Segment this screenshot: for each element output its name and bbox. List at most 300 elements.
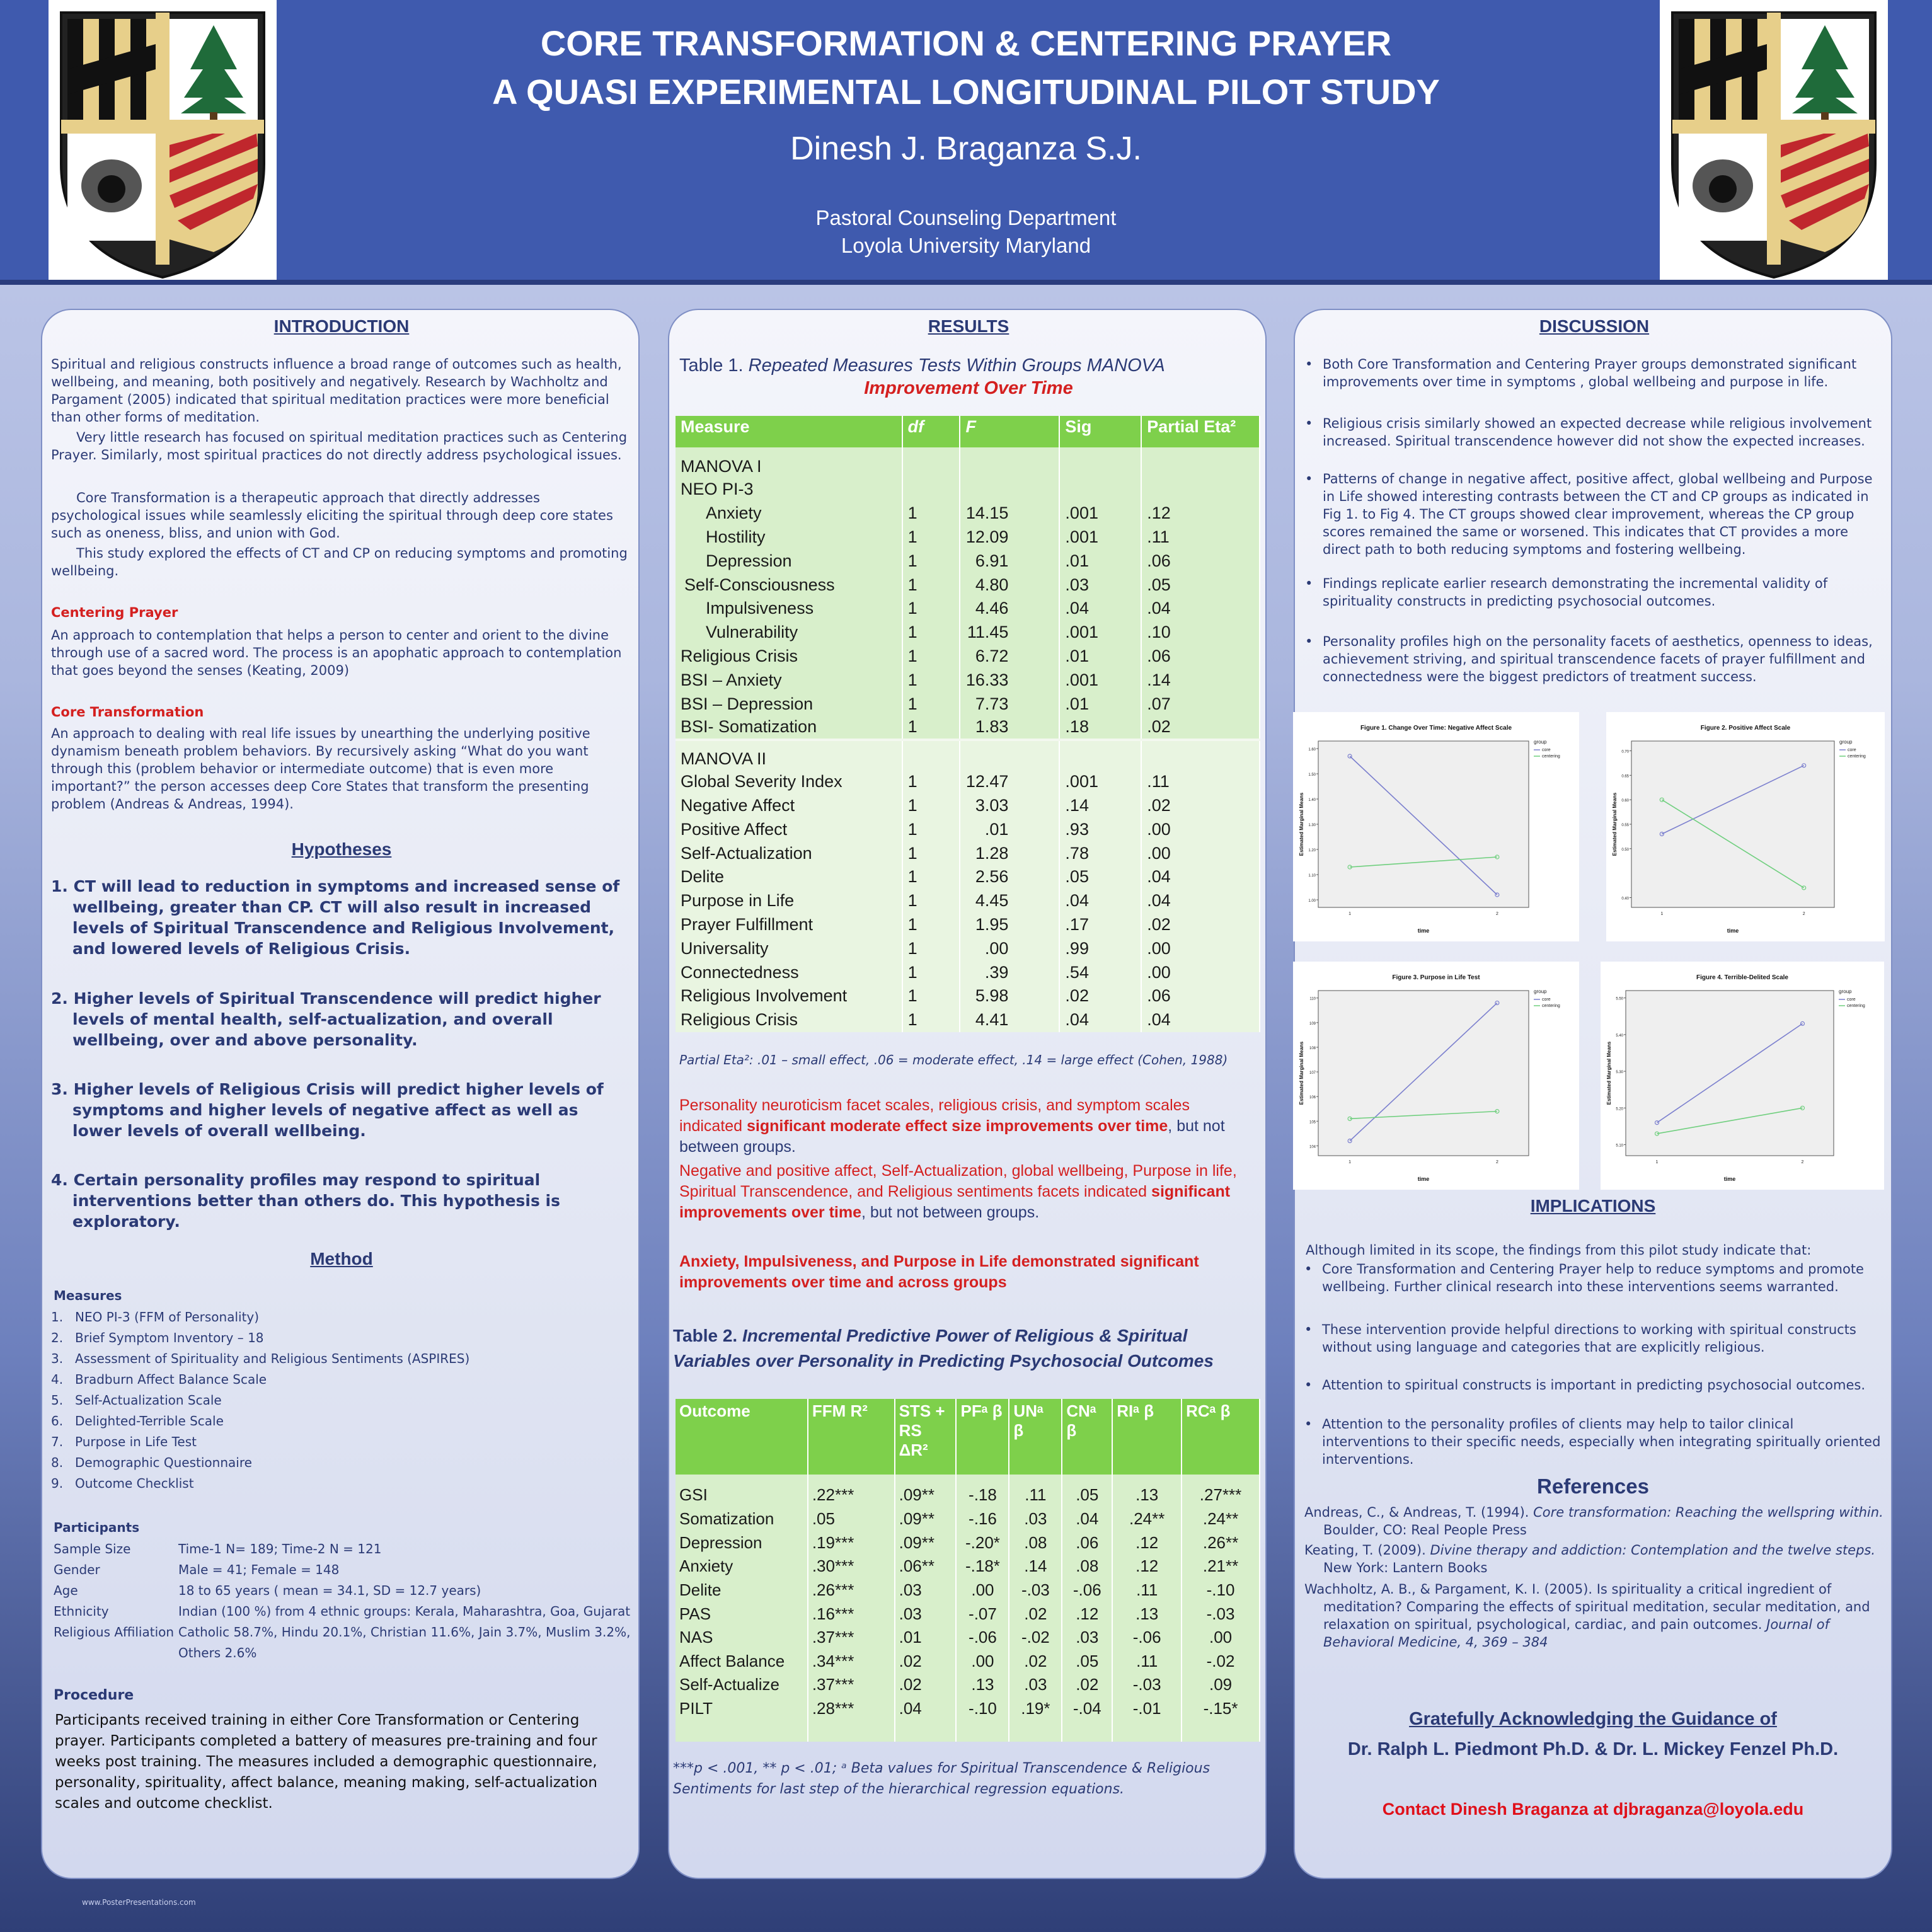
legend-title: group (1534, 739, 1547, 745)
measure-number: 6. (51, 1413, 64, 1429)
table-cell: .06 (1062, 1531, 1112, 1555)
table-cell: -.06 (1112, 1626, 1182, 1650)
table-cell (902, 447, 960, 478)
table-cell: .00 (960, 936, 1059, 960)
table-cell: .03 (1062, 1626, 1112, 1650)
table-cell: .02 (895, 1673, 957, 1697)
table-cell: .27*** (1182, 1475, 1260, 1507)
introduction-panel (41, 309, 640, 1879)
table-cell: Affect Balance (676, 1650, 808, 1674)
intro-paragraph-2: Very little research has focused on spiritual meditation practices such as Centering Prayer. Similarly, most spiritual practices do not directly address psychological issues. (51, 430, 628, 463)
measure-item (51, 1369, 618, 1390)
contact-email[interactable]: Contact Dinesh Braganza at djbraganza@loyola.edu (1382, 1800, 1804, 1819)
table2-note: ***p < .001, ** p < .01; ᵃ Beta values for Spiritual Transcendence & Religious Sentiments for last step of the hierarchical regression equations. (673, 1761, 1210, 1797)
participant-row (54, 1580, 633, 1601)
table-cell: 4.45 (960, 889, 1059, 913)
table1-header-cell: df (902, 416, 960, 447)
y-tick-label: 108 (1309, 1046, 1316, 1050)
table-cell: .28*** (808, 1697, 895, 1721)
table-cell: -.15* (1182, 1697, 1260, 1721)
table-cell: .01 (895, 1626, 957, 1650)
x-tick-label: 1 (1348, 912, 1352, 916)
table-row (676, 1008, 1260, 1032)
y-tick-label: 5.30 (1616, 1071, 1623, 1075)
table-cell (1141, 740, 1260, 770)
table-cell: .02 (1062, 1673, 1112, 1697)
measure-item (51, 1473, 618, 1494)
table-cell (960, 447, 1059, 478)
table-cell: .54 (1059, 960, 1141, 984)
table-cell: .17 (1059, 913, 1141, 937)
table-row-spacer (676, 1720, 1260, 1742)
y-axis-label: Estimated Marginal Means (1612, 792, 1618, 856)
table-cell: BSI – Depression (676, 692, 902, 716)
legend-label: centering (1848, 754, 1866, 759)
table-cell: .10 (1141, 621, 1260, 645)
references-title: References (1537, 1475, 1649, 1498)
reference-title: Journal of Behavioral Medicine, 4, 369 – 384 (1323, 1617, 1830, 1650)
y-tick-label: 1.10 (1308, 874, 1316, 878)
measure-number: 3. (51, 1351, 64, 1366)
table-cell: 1 (902, 645, 960, 669)
table-cell: Depression (676, 549, 902, 573)
figure-title: Figure 2. Positive Affect Scale (1700, 725, 1791, 732)
x-axis-label: time (1417, 928, 1430, 934)
table-cell: .03 (895, 1602, 957, 1626)
table-cell: 5.98 (960, 984, 1059, 1008)
table-cell: 1 (902, 573, 960, 597)
measure-label: Self-Actualization Scale (75, 1393, 222, 1408)
table-cell (960, 478, 1059, 502)
finding-2-tail: , but not between groups. (861, 1204, 1040, 1221)
y-axis-label: Estimated Marginal Means (1299, 1041, 1304, 1105)
table-cell: .04 (895, 1697, 957, 1721)
table-cell: .09** (895, 1475, 957, 1507)
y-tick-label: 105 (1309, 1120, 1316, 1125)
measure-item (51, 1411, 618, 1432)
legend-label: centering (1542, 1004, 1560, 1008)
table-cell: 1 (902, 913, 960, 937)
measure-number: 8. (51, 1455, 64, 1470)
table-row (676, 984, 1260, 1008)
table-cell: MANOVA II (676, 740, 902, 770)
line-chart (1601, 962, 1884, 1190)
table-cell: 1 (902, 716, 960, 740)
table1-header-row (676, 416, 1260, 447)
table-cell: .04 (1059, 889, 1141, 913)
table-cell: .05 (808, 1507, 895, 1531)
table-cell: .05 (1059, 865, 1141, 889)
participant-row (54, 1539, 633, 1560)
table-cell: -.10 (956, 1697, 1009, 1721)
implication-bullet: • Attention to the personality profiles of clients may help to tailor clinical interventions to their specific needs, especially when integrating spiritually oriented interventions. (1303, 1415, 1883, 1468)
y-tick-label: 5.10 (1616, 1144, 1623, 1148)
table2-header-cell: PFᵃ β (956, 1399, 1009, 1475)
table-cell: .02 (1141, 716, 1260, 740)
table-cell: .02 (895, 1650, 957, 1674)
table-cell: .11 (1112, 1578, 1182, 1602)
table-cell: Negative Affect (676, 794, 902, 818)
table-cell: 4.46 (960, 597, 1059, 621)
table-cell: 7.73 (960, 692, 1059, 716)
finding-1-tail: , but not between groups. (679, 1117, 1225, 1156)
table-row (676, 668, 1260, 692)
table-cell: .02 (1009, 1650, 1062, 1674)
table-cell: NAS (676, 1626, 808, 1650)
table-row (676, 645, 1260, 669)
table-row (676, 1602, 1260, 1626)
table-cell: .03 (1009, 1673, 1062, 1697)
table-row (676, 794, 1260, 818)
table-cell: -.03 (1009, 1578, 1062, 1602)
table-cell: .24** (1182, 1507, 1260, 1531)
table-cell: .37*** (808, 1626, 895, 1650)
table-cell-spacer (1182, 1720, 1260, 1742)
finding-2-emphasis: significant improvements over time (679, 1183, 1231, 1221)
implication-bullet: • Core Transformation and Centering Prayer help to reduce symptoms and promote wellbeing. Further clinical research into these interventions seems warranted. (1303, 1260, 1883, 1296)
x-tick-label: 1 (1348, 1160, 1352, 1164)
table1-note: Partial Eta²: .01 – small effect, .06 = moderate effect, .14 = large effect (Cohen, 1988) (679, 1052, 1228, 1067)
table-row (676, 1555, 1260, 1578)
table-cell: .18 (1059, 716, 1141, 740)
participant-value: Time-1 N= 189; Time-2 N = 121 (178, 1541, 382, 1556)
implication-bullet: • These intervention provide helpful directions to working with spiritual constructs without using language and categories that are explicitly religious. (1303, 1321, 1883, 1356)
reference-authors: Wachholtz, A. B., & Pargament, K. I. (2005). Is spirituality a critical ingredient of meditation? Comparing the effects of spiritual meditation, secular meditation, and relaxation on spiritual, psychological, cardiac, and pain outcomes. (1304, 1582, 1870, 1632)
x-tick-label: 1 (1660, 912, 1664, 916)
table-cell: GSI (676, 1475, 808, 1507)
table-cell: .24** (1112, 1507, 1182, 1531)
table-cell (960, 740, 1059, 770)
table-cell: .22*** (808, 1475, 895, 1507)
table-cell: .05 (1141, 573, 1260, 597)
table-cell: 1.95 (960, 913, 1059, 937)
hypotheses-title: Hypotheses (291, 839, 392, 859)
table-cell: PILT (676, 1697, 808, 1721)
centering-prayer-text: An approach to contemplation that helps a person to center and orient to the divine through use of a sacred word. The process is an apophatic approach to contemplation that goes beyond the senses (Keating, 2009) (51, 628, 622, 678)
table-cell: Somatization (676, 1507, 808, 1531)
x-tick-label: 2 (1495, 912, 1498, 916)
table-cell: .13 (956, 1673, 1009, 1697)
procedure-text: Participants received training in either Core Transformation or Centering prayer. Participants completed a battery of measures pre-training and four weeks post training. The measures included a demographic questionnaire, personality, spirituality, affect balance, meaning making, self-actualization scales and outcome checklist. (55, 1712, 597, 1812)
table-cell: BSI- Somatization (676, 716, 902, 740)
implication-bullet: • Attention to spiritual constructs is important in predicting psychosocial outcomes. (1303, 1376, 1883, 1394)
table2-header-cell: FFM R² (808, 1399, 895, 1475)
table1-header-cell: Measure (676, 416, 902, 447)
finding-2-text: Negative and positive affect, Self-Actualization, global wellbeing, Purpose in life, Spiritual Transcendence, and Religious sentiments facets indicated (679, 1162, 1237, 1200)
table-cell: .19*** (808, 1531, 895, 1555)
table-cell: 16.33 (960, 668, 1059, 692)
y-tick-label: 1.60 (1308, 748, 1316, 752)
core-transformation-heading: Core Transformation (51, 704, 204, 720)
table-cell: .00 (1141, 841, 1260, 865)
x-axis-label: time (1727, 928, 1739, 934)
measure-number: 7. (51, 1434, 64, 1449)
table1-manova (676, 416, 1260, 1032)
introduction-title: INTRODUCTION (273, 316, 410, 336)
legend-title: group (1839, 739, 1853, 745)
measure-number: 4. (51, 1372, 64, 1387)
core-transformation-text: An approach to dealing with real life issues by unearthing the underlying positive dynamism beneath problem behaviors. By recursively asking “What do you want through this (problem behavior or intermediate outcome) that is even more important?” the person accesses deep Core States that transform the presenting problem (Andreas & Andreas, 1994). (51, 726, 590, 812)
table-cell: Global Severity Index (676, 770, 902, 794)
table-cell: .14 (1141, 668, 1260, 692)
table-cell: .04 (1141, 597, 1260, 621)
participant-value: 18 to 65 years ( mean = 34.1, SD = 12.7 years) (178, 1583, 481, 1598)
hypothesis-4: 4. Certain personality profiles may respond to spiritual interventions better than others do. This hypothesis is exploratory. (51, 1171, 561, 1231)
loyola-seal-right (1660, 0, 1888, 280)
table2-caption (673, 1323, 1259, 1374)
line-chart (1606, 712, 1885, 941)
reference-title: Core transformation: Reaching the wellspring within. (1533, 1505, 1883, 1520)
measure-item (51, 1452, 618, 1473)
participant-label: Religious Affiliation (54, 1624, 175, 1640)
table-cell: .001 (1059, 502, 1141, 526)
intro-paragraph-4: This study explored the effects of CT and CP on reducing symptoms and promoting wellbeing. (51, 546, 628, 578)
legend-label: centering (1847, 1004, 1865, 1008)
participant-label: Ethnicity (54, 1604, 109, 1619)
reference-authors: Keating, T. (2009). (1304, 1543, 1430, 1558)
y-tick-label: 109 (1309, 1021, 1316, 1026)
template-credit[interactable]: www.PosterPresentations.com (82, 1898, 196, 1907)
y-tick-label: 0.70 (1621, 750, 1629, 754)
table-cell: .001 (1059, 621, 1141, 645)
table-cell: 1 (902, 1008, 960, 1032)
table-cell: 1 (902, 526, 960, 549)
table-row (676, 1578, 1260, 1602)
intro-paragraph-3: Core Transformation is a therapeutic approach that directly addresses psychological issues while seamlessly eliciting the spiritual through deep core states such as oneness, bliss, and union with God. (51, 490, 613, 541)
table-cell: .09** (895, 1531, 957, 1555)
table-cell: .00 (956, 1650, 1009, 1674)
table-cell: -.18* (956, 1555, 1009, 1578)
reference-item (1304, 1504, 1884, 1539)
table-cell-spacer (808, 1720, 895, 1742)
discussion-bullet: • Both Core Transformation and Centering Prayer groups demonstrated significant improvements over time in symptoms , global wellbeing and purpose in life. (1304, 355, 1887, 391)
x-axis-label: time (1417, 1176, 1430, 1182)
measures-list (51, 1307, 618, 1494)
table-row (676, 1650, 1260, 1674)
plot-area (1318, 991, 1529, 1156)
table-cell: .07 (1141, 692, 1260, 716)
table-cell: .16*** (808, 1602, 895, 1626)
measure-label: Assessment of Spirituality and Religious Sentiments (ASPIRES) (75, 1351, 470, 1366)
table2-header-cell: RCᵃ β (1182, 1399, 1260, 1475)
measure-label: Outcome Checklist (75, 1476, 194, 1491)
table-cell-spacer (1062, 1720, 1112, 1742)
table-cell (1059, 740, 1141, 770)
legend-title: group (1534, 989, 1547, 994)
table-cell: .04 (1141, 865, 1260, 889)
table-cell: Delite (676, 1578, 808, 1602)
table-cell: 11.45 (960, 621, 1059, 645)
table-row (676, 1531, 1260, 1555)
figure-title: Figure 3. Purpose in Life Test (1392, 974, 1480, 981)
measure-number: 5. (51, 1393, 64, 1408)
table-cell: 3.03 (960, 794, 1059, 818)
table-row (676, 1507, 1260, 1531)
table1-subtitle: Improvement Over Time (864, 378, 1073, 398)
table-cell: .12 (1112, 1555, 1182, 1578)
table2-header-cell: STS + RS ΔR² (895, 1399, 957, 1475)
measure-label: Brief Symptom Inventory – 18 (75, 1330, 264, 1345)
table-cell: .19* (1009, 1697, 1062, 1721)
reference-item (1304, 1580, 1884, 1651)
participants-list (54, 1539, 633, 1664)
measure-number: 2. (51, 1330, 64, 1345)
table-cell: .78 (1059, 841, 1141, 865)
table-cell: .00 (1182, 1626, 1260, 1650)
table2-title: Incremental Predictive Power of Religious & Spiritual Variables over Personality in Predicting Psychosocial Outcomes (673, 1326, 1214, 1371)
department: Pastoral Counseling Department (815, 206, 1117, 229)
table-cell: .12 (1141, 502, 1260, 526)
table-cell: .13 (1112, 1475, 1182, 1507)
table-cell: -.06 (956, 1626, 1009, 1650)
table-cell: 4.80 (960, 573, 1059, 597)
y-tick-label: 110 (1309, 997, 1316, 1001)
measure-label: NEO PI-3 (FFM of Personality) (75, 1309, 260, 1325)
table-cell: .34*** (808, 1650, 895, 1674)
table-cell: 1 (902, 502, 960, 526)
table-row (676, 549, 1260, 573)
table-cell: Anxiety (676, 1555, 808, 1578)
table-cell: 1 (902, 960, 960, 984)
table-cell: .06 (1141, 549, 1260, 573)
table-row (676, 913, 1260, 937)
table-cell: -.04 (1062, 1697, 1112, 1721)
table-cell: -.06 (1062, 1578, 1112, 1602)
table-cell: 4.41 (960, 1008, 1059, 1032)
table-row (676, 740, 1260, 770)
table2-regression (676, 1399, 1260, 1742)
line-chart (1293, 962, 1579, 1190)
table-cell: .06** (895, 1555, 957, 1578)
table-cell: .02 (1141, 794, 1260, 818)
table-cell: -.01 (1112, 1697, 1182, 1721)
table-row (676, 865, 1260, 889)
results-title: RESULTS (928, 316, 1009, 336)
figure-1 (1293, 712, 1579, 941)
table-cell: 6.72 (960, 645, 1059, 669)
intro-paragraph-1: Spiritual and religious constructs influence a broad range of outcomes such as health, wellbeing, and meaning, both positively and negatively. Research by Wachholtz and Pargament (2005) indicated that spiritual meditation practices were more beneficial than other forms of meditation. (51, 357, 622, 425)
table-cell: .12 (1112, 1531, 1182, 1555)
table-cell: .13 (1112, 1602, 1182, 1626)
y-tick-label: 0.60 (1621, 799, 1629, 803)
y-axis-label: Estimated Marginal Means (1299, 792, 1304, 856)
implications-intro: Although limited in its scope, the findings from this pilot study indicate that: (1306, 1243, 1812, 1258)
procedure-heading: Procedure (54, 1688, 134, 1703)
table-cell-spacer (895, 1720, 957, 1742)
table-cell: 1 (902, 984, 960, 1008)
y-tick-label: 106 (1309, 1096, 1316, 1100)
table-cell: Purpose in Life (676, 889, 902, 913)
legend-label: centering (1542, 754, 1560, 759)
table-cell: .00 (1141, 936, 1260, 960)
acknowledgement-names: Dr. Ralph L. Piedmont Ph.D. & Dr. L. Mickey Fenzel Ph.D. (1347, 1739, 1839, 1759)
table-cell: .11 (1112, 1650, 1182, 1674)
table-row (676, 447, 1260, 478)
table-cell: .001 (1059, 668, 1141, 692)
table-cell: Vulnerability (676, 621, 902, 645)
table-cell: 1 (902, 692, 960, 716)
table-cell: .04 (1141, 1008, 1260, 1032)
table-row (676, 502, 1260, 526)
table-cell: .09 (1182, 1673, 1260, 1697)
table-cell: .00 (1141, 960, 1260, 984)
table2-header-row (676, 1399, 1260, 1475)
y-tick-label: 0.50 (1621, 848, 1629, 852)
table-row (676, 1673, 1260, 1697)
measure-item (51, 1432, 618, 1452)
finding-1-emphasis: significant moderate effect size improvements over time (747, 1117, 1168, 1135)
table2-header-cell: CNᵃ β (1062, 1399, 1112, 1475)
reference-title: Divine therapy and addiction: Contemplation and the twelve steps. (1430, 1543, 1876, 1558)
discussion-title: DISCUSSION (1539, 316, 1650, 336)
y-tick-label: 0.65 (1621, 774, 1629, 779)
university: Loyola University Maryland (841, 234, 1091, 257)
reference-authors: Andreas, C., & Andreas, T. (1994). (1304, 1505, 1534, 1520)
table-cell: .11 (1141, 526, 1260, 549)
table-cell: .001 (1059, 526, 1141, 549)
y-tick-label: 5.40 (1616, 1033, 1623, 1038)
table-cell: Religious Crisis (676, 645, 902, 669)
results-panel (668, 309, 1267, 1879)
x-tick-label: 2 (1802, 912, 1805, 916)
poster-header (0, 0, 1932, 285)
table-cell: Self-Actualization (676, 841, 902, 865)
table-cell: 1 (902, 549, 960, 573)
table-cell: .14 (1059, 794, 1141, 818)
table-cell: .05 (1062, 1475, 1112, 1507)
y-tick-label: 1.20 (1308, 849, 1316, 853)
table-cell: .04 (1141, 889, 1260, 913)
measure-label: Demographic Questionnaire (75, 1455, 252, 1470)
coat-of-arms-icon (49, 0, 277, 280)
table-row (676, 597, 1260, 621)
finding-1-text: Personality neuroticism facet scales, religious crisis, and symptom scales indicated (679, 1096, 1190, 1135)
finding-1 (679, 1095, 1256, 1158)
measure-item (51, 1328, 618, 1348)
table-cell: .02 (1059, 984, 1141, 1008)
table-cell: .01 (960, 817, 1059, 841)
table-cell (902, 740, 960, 770)
y-tick-label: 0.55 (1621, 824, 1629, 827)
table-cell: Impulsiveness (676, 597, 902, 621)
table-cell: -.16 (956, 1507, 1009, 1531)
table-cell: 1 (902, 841, 960, 865)
table-row (676, 573, 1260, 597)
participant-value: Male = 41; Female = 148 (178, 1562, 340, 1577)
table-cell: 2.56 (960, 865, 1059, 889)
table-cell: .03 (1009, 1507, 1062, 1531)
table-cell: 1 (902, 794, 960, 818)
table-cell: 1 (902, 770, 960, 794)
line-chart (1293, 712, 1579, 941)
table-cell: .26*** (808, 1578, 895, 1602)
table-cell: .04 (1059, 1008, 1141, 1032)
table-cell: Prayer Fulfillment (676, 913, 902, 937)
discussion-bullet: • Religious crisis similarly showed an expected decrease while religious involvement increased. Spiritual transcendence however did not show the expected increases. (1304, 415, 1887, 450)
table-cell: 1 (902, 936, 960, 960)
table-row (676, 1475, 1260, 1507)
table-row (676, 960, 1260, 984)
table-cell: .04 (1059, 597, 1141, 621)
finding-2 (679, 1161, 1256, 1223)
table-cell: Universality (676, 936, 902, 960)
table-row (676, 770, 1260, 794)
participant-row (54, 1601, 633, 1622)
participant-row (54, 1560, 633, 1580)
participant-label: Sample Size (54, 1541, 131, 1556)
table-cell: .02 (1009, 1602, 1062, 1626)
table-row (676, 526, 1260, 549)
